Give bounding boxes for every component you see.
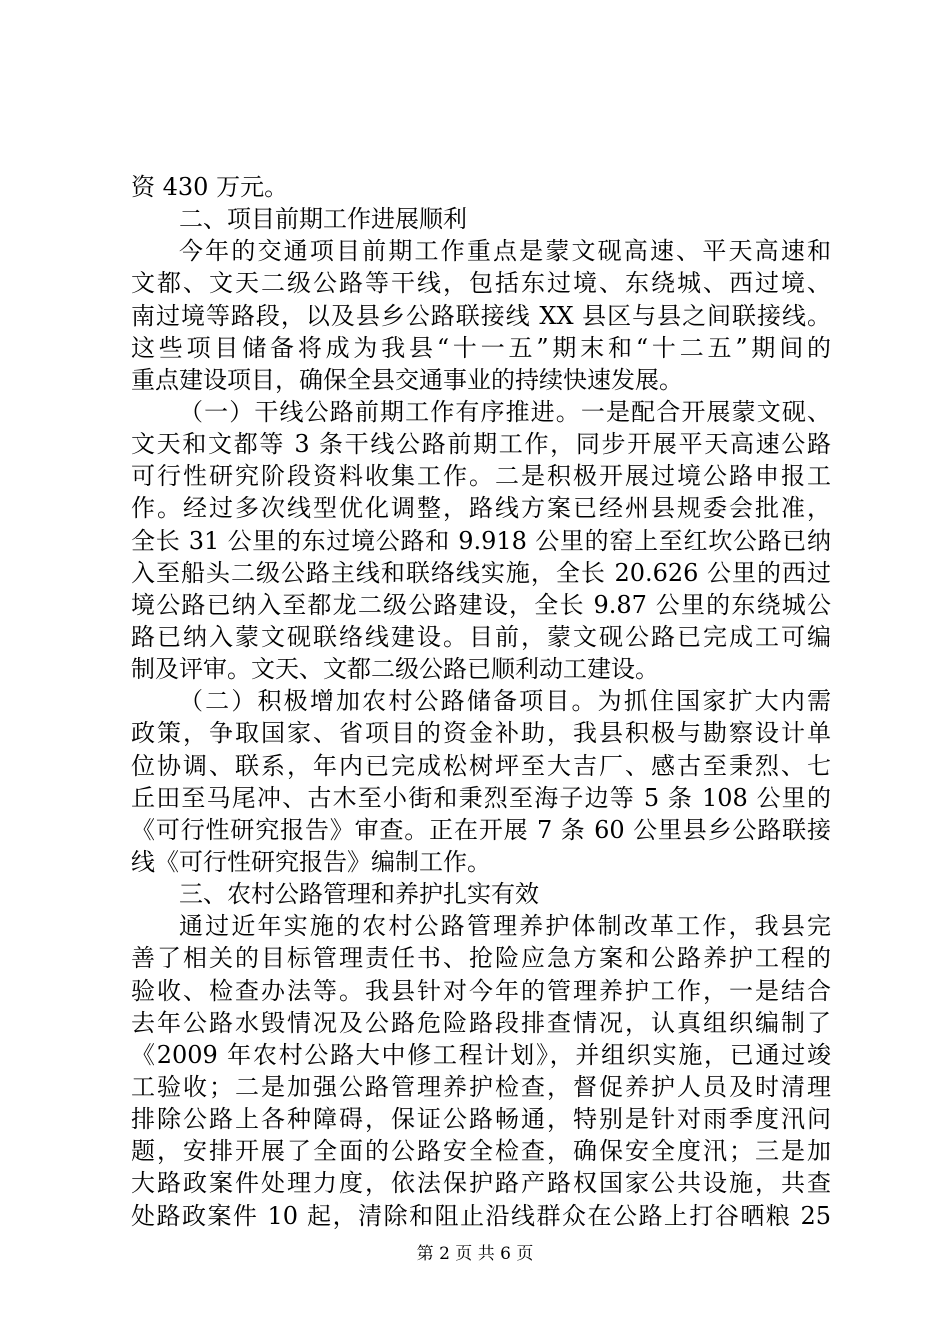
text-line: 路已纳入蒙文砚联络线建设。目前，蒙文砚公路已完成工可编 — [131, 622, 831, 651]
text-line: 全长 31 公里的东过境公路和 9.918 公里的窑上至红坎公路已纳 — [131, 526, 831, 555]
text-line: 善了相关的目标管理责任书、抢险应急方案和公路养护工程的 — [131, 944, 831, 973]
text-line: 处路政案件 10 起，清除和阻止沿线群众在公路上打谷晒粮 25 — [131, 1201, 831, 1230]
text-line: 境公路已纳入至都龙二级公路建设，全长 9.87 公里的东绕城公 — [131, 590, 831, 619]
text-line: 线《可行性研究报告》编制工作。 — [131, 847, 491, 876]
text-line: 验收、检查办法等。我县针对今年的管理养护工作，一是结合 — [131, 976, 831, 1005]
text-line: 通过近年实施的农村公路管理养护体制改革工作，我县完 — [179, 912, 831, 941]
text-line: 文都、文天二级公路等干线，包括东过境、东绕城、西过境、 — [131, 269, 831, 298]
text-line: 政策，争取国家、省项目的资金补助，我县积极与勘察设计单 — [131, 719, 831, 748]
text-line: 题，安排开展了全面的公路安全检查，确保安全度汛；三是加 — [131, 1137, 831, 1166]
text-line: （一）干线公路前期工作有序推进。一是配合开展蒙文砚、 — [179, 397, 831, 426]
text-line: 大路政案件处理力度，依法保护路产路权国家公共设施，共查 — [131, 1169, 831, 1198]
text-line: 作。经过多次线型优化调整，路线方案已经州县规委会批准， — [131, 494, 831, 523]
section-heading: 二、项目前期工作进展顺利 — [179, 205, 467, 234]
text-line: 位协调、联系，年内已完成松树坪至大吉厂、感古至秉烈、七 — [131, 751, 831, 780]
text-line: 重点建设项目，确保全县交通事业的持续快速发展。 — [131, 365, 683, 394]
section-heading: 三、农村公路管理和养护扎实有效 — [179, 880, 539, 909]
text-line: 去年公路水毁情况及公路危险路段排查情况，认真组织编制了 — [131, 1008, 831, 1037]
text-line: 工验收；二是加强公路管理养护检查，督促养护人员及时清理 — [131, 1072, 831, 1101]
text-line: 入至船头二级公路主线和联络线实施，全长 20.626 公里的西过 — [131, 558, 831, 587]
text-line: 《2009 年农村公路大中修工程计划》，并组织实施，已通过竣 — [131, 1040, 831, 1069]
text-line: 这些项目储备将成为我县“十一五”期末和“十二五”期间的 — [131, 333, 831, 362]
text-line: 排除公路上各种障碍，保证公路畅通，特别是针对雨季度汛问 — [131, 1105, 831, 1134]
page-footer — [0, 1243, 950, 1265]
text-line: 资 430 万元。 — [131, 173, 289, 201]
text-line: 可行性研究阶段资料收集工作。二是积极开展过境公路申报工 — [131, 462, 831, 491]
page-number-label: 第 2 页 共 6 页 — [416, 1244, 534, 1264]
document-body — [131, 171, 831, 1232]
text-line: 文天和文都等 3 条干线公路前期工作，同步开展平天高速公路 — [131, 430, 831, 459]
text-line: （二）积极增加农村公路储备项目。为抓住国家扩大内需 — [179, 687, 831, 716]
text-line: 南过境等路段，以及县乡公路联接线 XX 县区与县之间联接线。 — [131, 301, 831, 330]
text-line: 今年的交通项目前期工作重点是蒙文砚高速、平天高速和 — [179, 237, 831, 266]
text-line: 制及评审。文天、文都二级公路已顺利动工建设。 — [131, 655, 659, 684]
text-line: 《可行性研究报告》审查。正在开展 7 条 60 公里县乡公路联接 — [131, 815, 831, 844]
text-line: 丘田至马尾冲、古木至小街和秉烈至海子边等 5 条 108 公里的 — [131, 783, 831, 812]
